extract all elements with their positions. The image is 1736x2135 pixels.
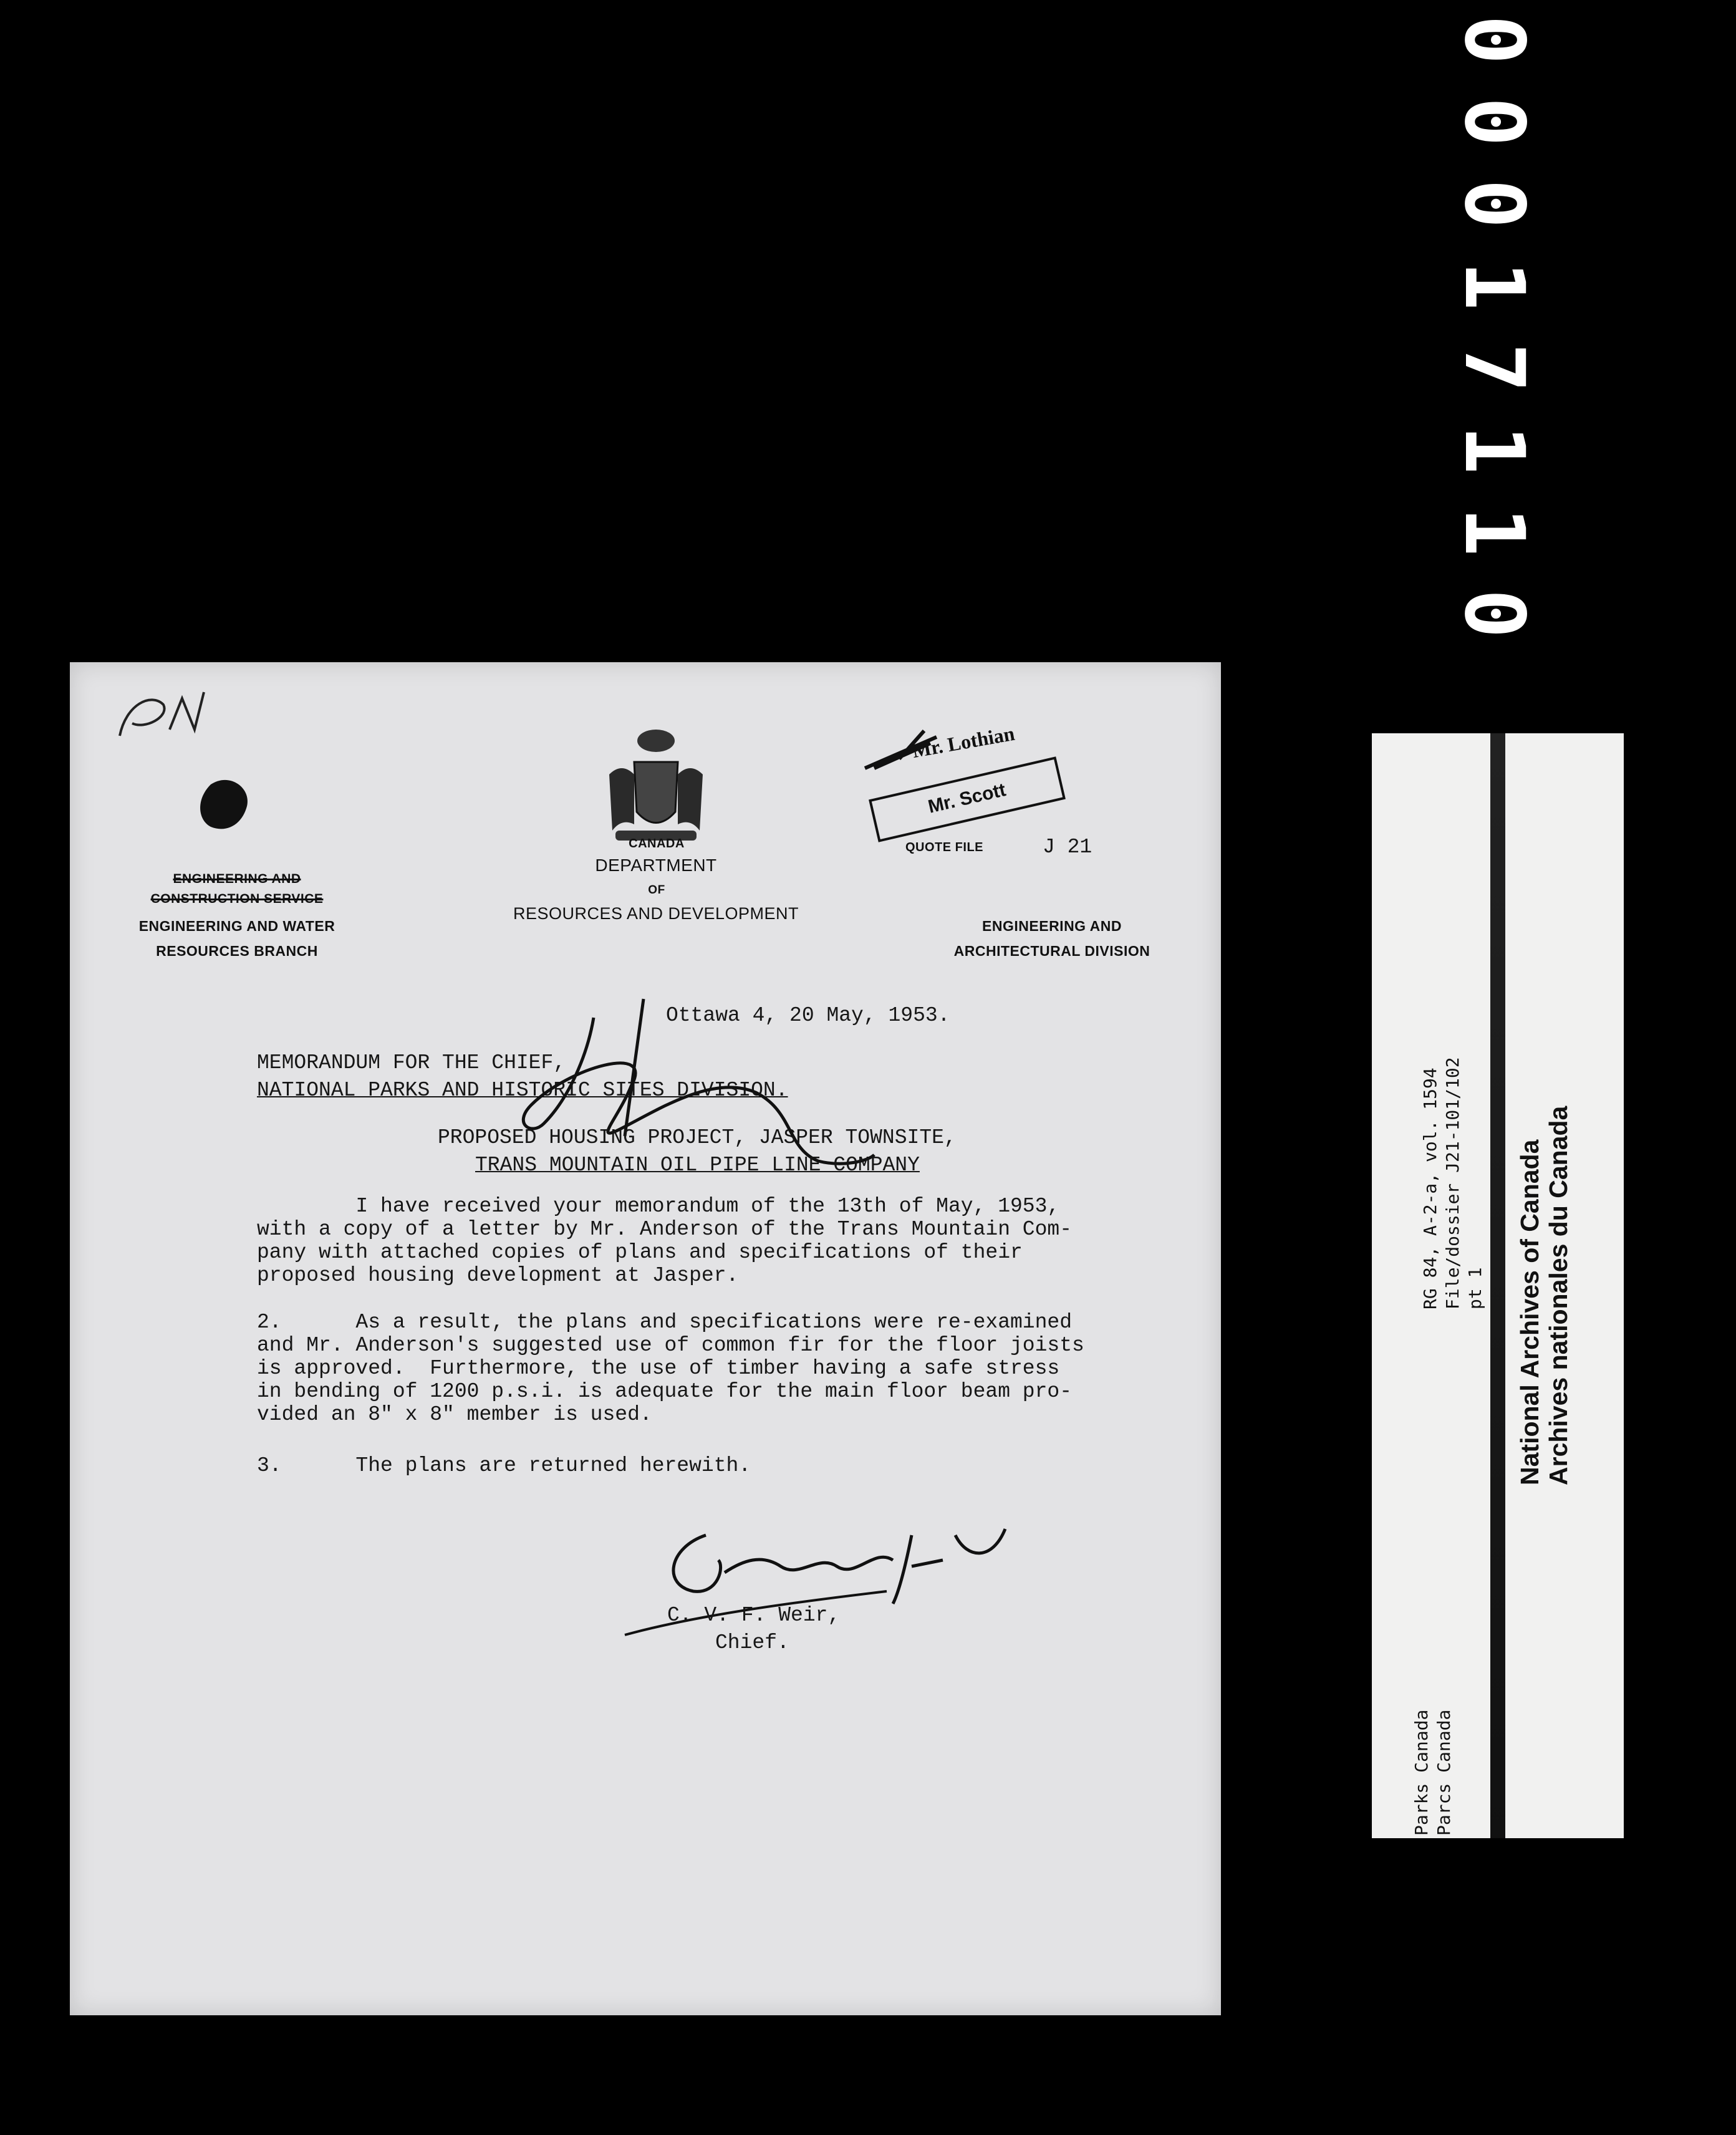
subject-line-1: PROPOSED HOUSING PROJECT, JASPER TOWNSITE, (438, 1126, 957, 1149)
scott-stamp-text: Mr. Scott (926, 779, 1008, 817)
memo-sheet (70, 662, 1221, 2015)
paragraph-2-line: is approved. Furthermore, the use of timber having a safe stress (257, 1357, 1060, 1380)
department-label: DEPARTMENT (595, 855, 717, 875)
division-line-1: ENGINEERING AND (982, 918, 1122, 934)
signer-name: C. V. F. Weir, (667, 1604, 841, 1627)
addressee-line-2: NATIONAL PARKS AND HISTORIC SITES DIVISION. (257, 1079, 788, 1102)
paragraph-2-line: 2. As a result, the plans and specifications were re-examined (257, 1311, 1073, 1334)
paragraph-1-line: with a copy of a letter by Mr. Anderson of the Trans Mountain Com- (257, 1218, 1073, 1241)
paragraph-1-line: I have received your memorandum of the 13th of May, 1953, (257, 1195, 1060, 1218)
archives-name-block (1515, 1106, 1573, 1485)
agency-line-fr: Parcs Canada (1434, 1709, 1454, 1836)
paragraph-2-line: and Mr. Anderson's suggested use of common fir for the floor joists (257, 1334, 1084, 1357)
struck-heading-line-2: CONSTRUCTION SERVICE (150, 892, 324, 906)
archive-reference-block (1419, 1057, 1487, 1309)
lothian-stamp (862, 721, 1136, 774)
paragraph-2 (257, 1311, 1084, 1426)
archives-name-fr: Archives nationales du Canada (1544, 1106, 1573, 1485)
ministry-label: RESOURCES AND DEVELOPMENT (513, 904, 799, 923)
lothian-stamp-text: Mr. Lothian (910, 721, 1016, 763)
coat-of-arms-seal (597, 725, 715, 849)
handwritten-initials (95, 680, 244, 754)
agency-block (1410, 1710, 1455, 1836)
paragraph-3: 3. The plans are returned herewith. (257, 1454, 751, 1477)
archive-reference-line-1: RG 84, A-2-a, vol. 1594 (1420, 1068, 1440, 1309)
country-label: CANADA (629, 837, 685, 851)
paragraph-2-line: vided an 8" x 8" member is used. (257, 1403, 652, 1426)
signer-title: Chief. (715, 1631, 789, 1654)
subject-line-2: TRANS MOUNTAIN OIL PIPE LINE COMPANY (475, 1154, 920, 1177)
branch-line-2: RESOURCES BRANCH (156, 943, 318, 959)
frame-number-text: 00017110 (1446, 15, 1542, 671)
paragraph-1-line: proposed housing development at Jasper. (257, 1264, 739, 1287)
paragraph-1 (257, 1195, 1072, 1287)
of-label: OF (648, 884, 665, 897)
archive-reference-line-2: File/dossier J21-101/102 (1442, 1057, 1463, 1309)
division-line-2: ARCHITECTURAL DIVISION (953, 943, 1150, 959)
agency-line-en: Parks Canada (1411, 1709, 1432, 1836)
branch-line-1: ENGINEERING AND WATER (138, 918, 335, 934)
paragraph-2-line: in bending of 1200 p.s.i. is adequate for the main floor beam pro- (257, 1380, 1073, 1403)
addressee-line-1: MEMORANDUM FOR THE CHIEF, (257, 1051, 566, 1074)
quote-file-label: QUOTE FILE (905, 841, 983, 854)
place-date: Ottawa 4, 20 May, 1953. (666, 1004, 950, 1027)
punch-hole (192, 772, 261, 841)
paragraph-1-line: pany with attached copies of plans and specifications of their (257, 1241, 1023, 1264)
archive-reference-line-3: pt 1 (1465, 1267, 1485, 1309)
frame-number (1446, 15, 1542, 671)
archives-name-en: National Archives of Canada (1515, 1139, 1544, 1485)
struck-heading-line-1: ENGINEERING AND (173, 872, 301, 886)
archive-strip-divider (1490, 733, 1505, 1838)
quote-file-value: J 21 (1043, 836, 1092, 859)
